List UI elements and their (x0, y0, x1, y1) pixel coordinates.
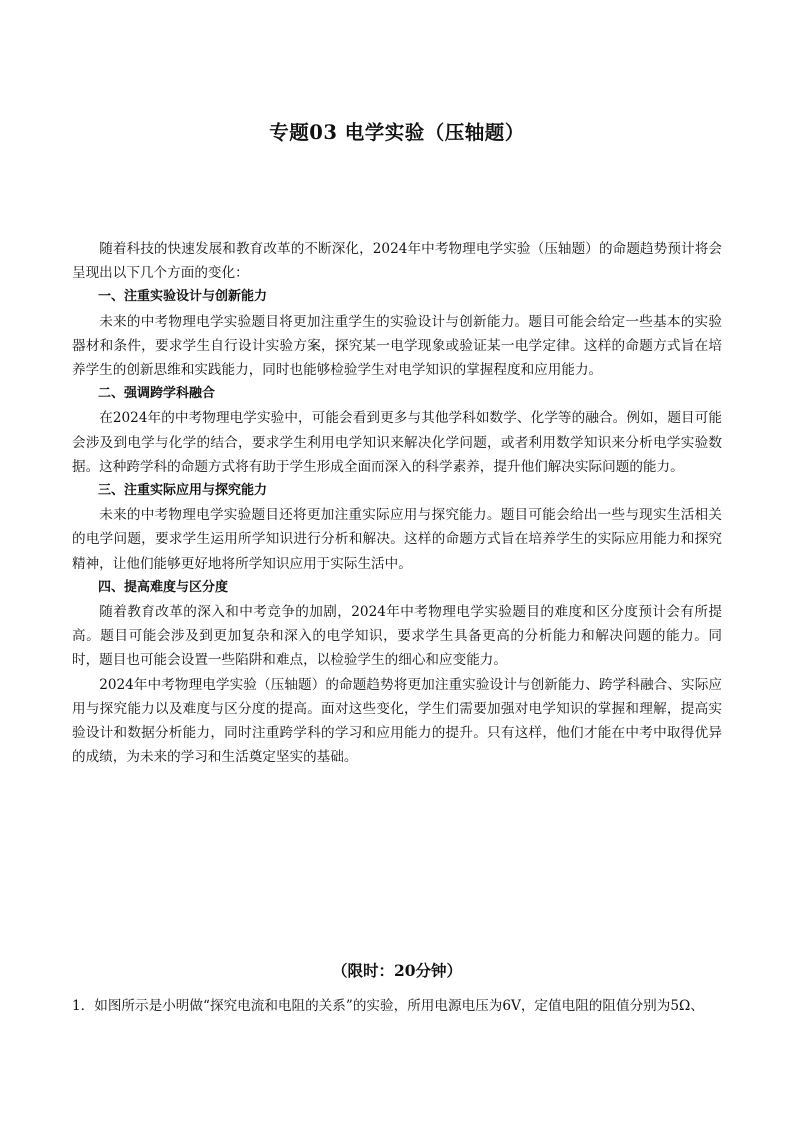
section-heading-3: 三、注重实际应用与探究能力 (98, 483, 268, 499)
section-heading-1: 一、注重实验设计与创新能力 (98, 289, 268, 305)
document-title: 专题03 电学实验（压轴题） (269, 121, 525, 144)
conclusion-paragraph: 2024年中考物理电学实验（压轴题）的命题趋势将更加注重实验设计与创新能力、跨学科融合、实际应用与探究能力以及难度与区分度的提高。面对这些变化，学生们需要加强对电学知识的掌握和理解，提高实验设计和数据分析能力，同时注重跨学科的学习和应用能力的提升。只有这样，他们才能在中考中取得优异的成绩，为未来的学习和生活奠定坚实的基础。 (72, 676, 722, 766)
section-heading-2: 二、强调跨学科融合 (98, 386, 216, 402)
document-page (72, 0, 722, 1123)
question-1: 1．如图所示是小明做“探究电流和电阻的关系”的实验，所用电源电压为6V，定值电阻的阻值分别为5Ω、 (72, 998, 704, 1014)
intro-paragraph: 随着科技的快速发展和教育改革的不断深化，2024年中考物理电学实验（压轴题）的命题趋势预计将会呈现出以下几个方面的变化： (72, 241, 722, 282)
section-text-4: 随着教育改革的深入和中考竞争的加剧，2024年中考物理电学实验题目的难度和区分度预计会有所提高。题目可能会涉及到更加复杂和深入的电学知识，要求学生具备更高的分析能力和解决问题的能力。同时，题目也可能会设置一些陷阱和难点，以检验学生的细心和应变能力。 (72, 604, 722, 669)
section-text-1: 未来的中考物理电学实验题目将更加注重学生的实验设计与创新能力。题目可能会给定一些基本的实验器材和条件，要求学生自行设计实验方案，探究某一电学现象或验证某一电学定律。这样的命题方式旨在培养学生的创新思维和实践能力，同时也能够检验学生对电学知识的掌握程度和应用能力。 (72, 313, 722, 379)
section-text-3: 未来的中考物理电学实验题目还将更加注重实际应用与探究能力。题目可能会给出一些与现实生活相关的电学问题，要求学生运用所学知识进行分析和解决。这样的命题方式旨在培养学生的实际应用能力和探究精神，让他们能够更好地将所学知识应用于实际生活中。 (72, 507, 722, 572)
document-body (72, 237, 722, 769)
time-limit: （限时：20分钟） (331, 961, 463, 980)
section-heading-4: 四、提高难度与区分度 (98, 579, 229, 595)
section-text-2: 在2024年的中考物理电学实验中，可能会看到更多与其他学科如数学、化学等的融合。例如，题目可能会涉及到电学与化学的结合，要求学生利用电学知识来解决化学问题，或者利用数学知识来分析电学实验数据。这种跨学科的命题方式将有助于学生形成全面而深入的科学素养，提升他们解决实际问题的能力。 (72, 410, 722, 475)
